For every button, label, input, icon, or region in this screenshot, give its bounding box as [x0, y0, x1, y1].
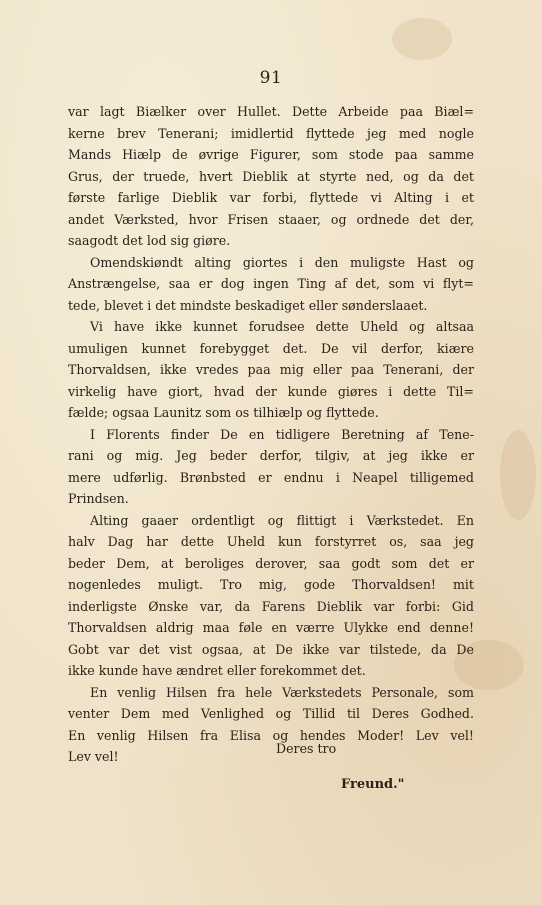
text-line: Mands Hiælp de øvrige Figurer, som stode paa samme	[68, 147, 474, 162]
text-line: ikke kunde have ændret eller forekommet det.	[68, 663, 366, 678]
text-line: inderligste Ønske var, da Farens Dieblik var forbi: Gid	[68, 598, 474, 614]
text-line: mere udførlig. Brønbsted er endnu i Neapel tilligemed	[68, 469, 474, 485]
text-line: venter Dem med Venlighed og Tillid til Deres Godhed.	[68, 706, 474, 721]
text-line: Thorvaldsen, ikke vredes paa mig eller paa Tenerani, der	[68, 362, 474, 377]
text-line: Gobt var det vist ogsaa, at De ikke var tilstede, da De	[68, 641, 474, 657]
text-line: saagodt det lod sig giøre.	[68, 233, 231, 248]
letter-body	[68, 101, 474, 768]
text-line: En venlig Hilsen fra hele Værkstedets Personale, som	[90, 684, 474, 700]
text-line: halv Dag har dette Uheld kun forstyrret os, saa jeg	[68, 534, 474, 549]
text-line: Omendskiøndt alting giortes i den muligste Hast og	[90, 254, 474, 270]
text-line: virkelig have giort, hvad der kunde giøres i dette Til=	[68, 383, 474, 399]
text-line: første farlige Dieblik var forbi, flyttede vi Alting i et	[68, 190, 474, 205]
signature: Freund."	[341, 777, 405, 792]
text-line: var lagt Biælker over Hullet. Dette Arbeide paa Biæl=	[68, 104, 474, 119]
text-line: Prindsen.	[68, 491, 129, 506]
text-line: umuligen kunnet forebygget det. De vil derfor, kiære	[68, 340, 474, 356]
text-line: Vi have ikke kunnet forudsee dette Uheld og altsaa	[90, 319, 474, 334]
text-line: Lev vel!	[68, 749, 119, 764]
text-line: Thorvaldsen aldrig maa føle en værre Ulykke end denne!	[68, 620, 474, 635]
paper-stain	[392, 18, 452, 60]
text-line: nogenledes muligt. Tro mig, gode Thorvaldsen! mit	[68, 577, 474, 592]
text-line: I Florents finder De en tidligere Beretning af Tene-	[90, 426, 474, 442]
text-line: kerne brev Tenerani; imidlertid flyttede jeg med nogle	[68, 125, 474, 141]
text-line: beder Dem, at beroliges derover, saa godt som det er	[68, 555, 474, 571]
text-line: fælde; ogsaa Launitz som os tilhiælp og flyttede.	[68, 405, 379, 420]
text-line: rani og mig. Jeg beder derfor, tilgiv, at jeg ikke er	[68, 448, 474, 463]
paper-stain	[500, 430, 536, 520]
text-line: tede, blevet i det mindste beskadiget eller sønderslaaet.	[68, 297, 428, 313]
text-line: Grus, der truede, hvert Dieblik at styrte ned, og da det	[68, 168, 474, 184]
text-line: Anstrængelse, saa er dog ingen Ting af det, som vi flyt=	[68, 276, 474, 291]
closing-phrase: Deres tro	[276, 741, 337, 756]
text-line: Alting gaaer ordentligt og flittigt i Værkstedet. En	[90, 512, 474, 528]
page-number: 91	[259, 68, 283, 88]
text-line: En venlig Hilsen fra Elisa og hendes Moder! Lev vel!	[68, 727, 474, 743]
text-line: andet Værksted, hvor Frisen staaer, og ordnede det der,	[68, 211, 474, 227]
